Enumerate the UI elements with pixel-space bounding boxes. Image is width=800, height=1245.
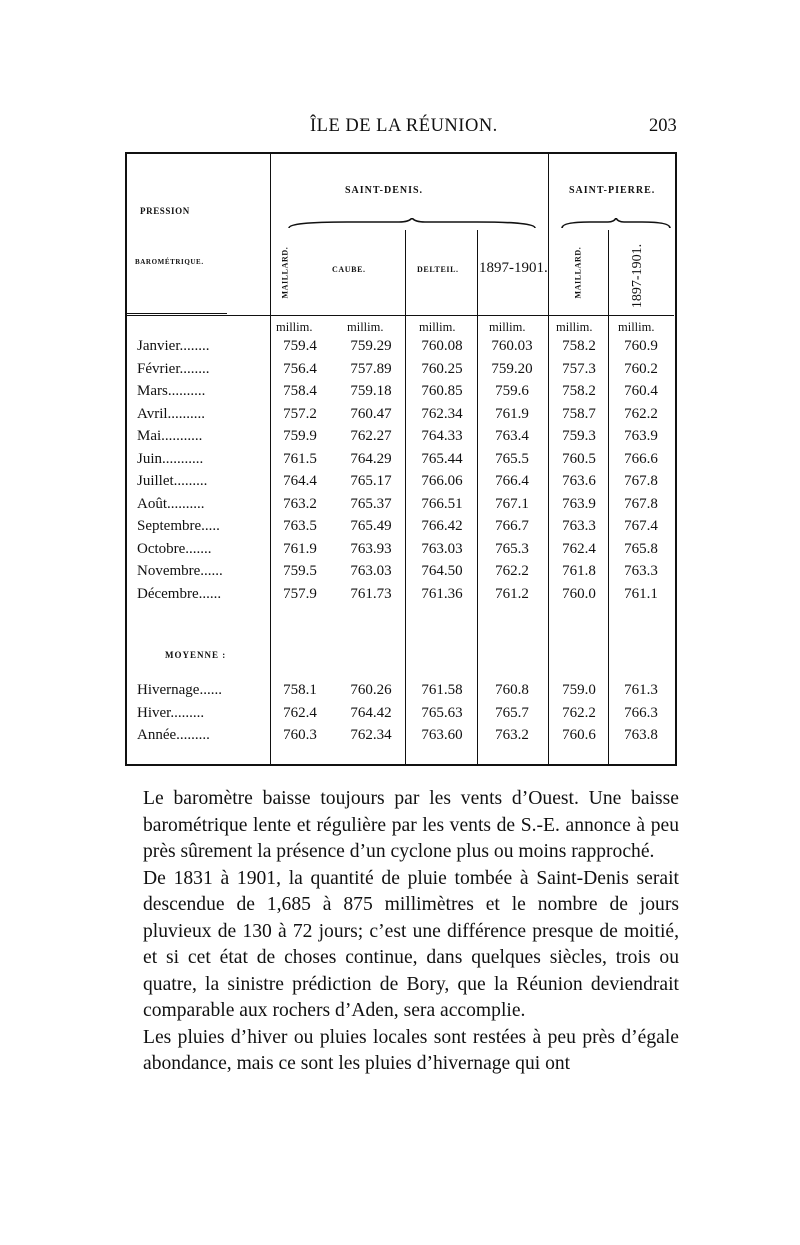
cell: 759.5 <box>283 563 317 579</box>
col-header-maillard-sd: MAILLARD. <box>280 246 290 299</box>
unit-col4: millim. <box>489 320 526 334</box>
cell: 761.9 <box>283 540 317 557</box>
row-header-line2: BAROMÉTRIQUE. <box>135 258 204 266</box>
row-label: Mars.......... <box>137 383 206 399</box>
paragraph: Le baromètre baisse toujours par les vents d’Ouest. Une baisse barométrique lente et régulière par les vents de S.-E. annonce à peu près sûrement la présence d’un cyclone plus ou moins rapproché. <box>143 788 679 862</box>
cell: 767.8 <box>624 495 658 512</box>
cell: 757.2 <box>283 405 317 422</box>
cell: 763.93 <box>350 540 392 557</box>
cell: 761.2 <box>495 585 529 602</box>
cell: 763.8 <box>624 727 658 743</box>
cell: 761.73 <box>350 585 392 602</box>
cell: 764.4 <box>283 473 317 489</box>
cell: 760.47 <box>350 405 392 422</box>
row-label: Juillet......... <box>137 473 208 489</box>
col-header-1897-sp: 1897-1901. <box>630 243 645 309</box>
cell: 760.5 <box>562 450 596 467</box>
cell: 760.0 <box>562 585 596 602</box>
cell: 762.2 <box>562 704 596 721</box>
cell: 761.8 <box>562 563 596 579</box>
cell: 765.17 <box>350 473 392 489</box>
cell: 763.03 <box>350 563 392 579</box>
cell: 762.2 <box>624 405 658 422</box>
cell: 766.42 <box>421 518 463 534</box>
cell: 760.6 <box>562 727 596 743</box>
unit-col6: millim. <box>618 320 655 334</box>
cell: 763.60 <box>421 727 463 743</box>
cell: 763.03 <box>421 540 463 557</box>
unit-col1: millim. <box>276 320 313 334</box>
cell: 765.44 <box>421 450 463 467</box>
cell: 760.03 <box>491 338 533 354</box>
cell: 767.4 <box>624 518 658 534</box>
row-label: Février........ <box>137 360 210 377</box>
cell: 760.2 <box>624 360 658 377</box>
cell: 760.9 <box>624 338 658 354</box>
cell: 761.5 <box>283 450 317 467</box>
unit-col2: millim. <box>347 320 384 334</box>
cell: 757.3 <box>562 360 596 377</box>
cell: 758.2 <box>562 338 596 354</box>
cell: 762.4 <box>283 704 317 721</box>
page-number: 203 <box>649 116 677 136</box>
cell: 766.3 <box>624 704 658 721</box>
cell: 766.51 <box>421 495 463 512</box>
col-header-delteil: DELTEIL. <box>417 265 459 274</box>
cell: 763.6 <box>562 473 596 489</box>
cell: 764.42 <box>350 704 392 721</box>
cell: 760.85 <box>421 383 463 399</box>
cell: 761.3 <box>624 682 658 698</box>
row-label: Août.......... <box>137 495 205 512</box>
group-saint-denis: SAINT-DENIS. <box>345 185 424 196</box>
cell: 767.1 <box>495 495 529 512</box>
row-label: Hivernage...... <box>137 682 222 698</box>
cell: 766.7 <box>495 518 529 534</box>
cell: 766.6 <box>624 450 658 467</box>
cell: 763.2 <box>283 495 317 512</box>
cell: 762.34 <box>421 405 463 422</box>
cell: 764.29 <box>350 450 392 467</box>
cell: 765.8 <box>624 540 658 557</box>
moyenne-label: MOYENNE : <box>165 650 227 660</box>
cell: 759.18 <box>350 383 392 399</box>
unit-col5: millim. <box>556 320 593 334</box>
paragraph: De 1831 à 1901, la quantité de pluie tombée à Saint-Denis serait descendue de 1,685 à 875 millimètres et le nombre de jours pluvieux de 130 à 72 jours; c’est une différence presque de moitié, et si cet état de choses continue, dans quelques siècles, trois ou quatre, la sinistre prédiction de Bory, que la Réunion deviendrait comparable aux rochers d’Aden, sera accomplie. <box>143 867 679 1021</box>
row-label: Année......... <box>137 727 210 743</box>
page-header <box>0 112 800 142</box>
running-title: ÎLE DE LA RÉUNION. <box>310 116 498 136</box>
body-text <box>143 786 679 1078</box>
cell: 761.1 <box>624 585 658 602</box>
col-header-caube: CAUBE. <box>332 265 366 274</box>
cell: 765.5 <box>495 450 529 467</box>
col-header-1897-sd: 1897-1901. <box>479 260 548 276</box>
cell: 758.1 <box>283 682 317 698</box>
row-label: Hiver......... <box>137 704 205 721</box>
cell: 762.34 <box>350 727 392 743</box>
cell: 766.06 <box>421 473 463 489</box>
cell: 760.8 <box>495 682 529 698</box>
row-label: Mai........... <box>137 428 203 444</box>
group-saint-pierre: SAINT-PIERRE. <box>569 185 656 196</box>
pressure-table <box>125 152 677 766</box>
cell: 762.27 <box>350 428 392 444</box>
cell: 764.50 <box>421 563 463 579</box>
cell: 757.89 <box>350 360 392 377</box>
col-header-maillard-sp: MAILLARD. <box>573 246 583 299</box>
cell: 766.4 <box>495 473 529 489</box>
cell: 762.4 <box>562 540 596 557</box>
cell: 765.49 <box>350 518 392 534</box>
paragraph: Les pluies d’hiver ou pluies locales sont restées à peu près d’égale abondance, mais ce sont les pluies d’hivernage qui ont <box>143 1026 679 1074</box>
cell: 759.6 <box>495 383 529 399</box>
row-label: Avril.......... <box>137 405 206 422</box>
cell: 758.2 <box>562 383 596 399</box>
cell: 767.8 <box>624 473 658 489</box>
cell: 763.4 <box>495 428 529 444</box>
cell: 760.26 <box>350 682 392 698</box>
cell: 758.4 <box>283 383 317 399</box>
cell: 765.63 <box>421 704 463 721</box>
brace-saint-denis <box>287 218 537 232</box>
cell: 759.0 <box>562 682 596 698</box>
cell: 760.4 <box>624 383 658 399</box>
cell: 765.3 <box>495 540 529 557</box>
cell: 761.36 <box>421 585 463 602</box>
cell: 760.08 <box>421 338 463 354</box>
cell: 763.9 <box>562 495 596 512</box>
cell: 756.4 <box>283 360 317 377</box>
cell: 764.33 <box>421 428 463 444</box>
cell: 760.3 <box>283 727 317 743</box>
row-label: Décembre...... <box>137 585 222 602</box>
row-label: Septembre..... <box>137 518 220 534</box>
cell: 763.2 <box>495 727 529 743</box>
row-label: Novembre...... <box>137 563 223 579</box>
cell: 763.9 <box>624 428 658 444</box>
brace-saint-pierre <box>560 218 672 232</box>
cell: 762.2 <box>495 563 529 579</box>
header-rule-small <box>127 313 227 314</box>
cell: 757.9 <box>283 585 317 602</box>
cell: 759.3 <box>562 428 596 444</box>
cell: 761.9 <box>495 405 529 422</box>
unit-col3: millim. <box>419 320 456 334</box>
header-rule <box>127 315 674 316</box>
cell: 759.4 <box>283 338 317 354</box>
cell: 763.3 <box>624 563 658 579</box>
cell: 761.58 <box>421 682 463 698</box>
cell: 758.7 <box>562 405 596 422</box>
row-header-line1: PRESSION <box>140 206 190 216</box>
cell: 763.5 <box>283 518 317 534</box>
cell: 760.25 <box>421 360 463 377</box>
row-label: Octobre....... <box>137 540 212 557</box>
cell: 759.29 <box>350 338 392 354</box>
cell: 765.7 <box>495 704 529 721</box>
cell: 763.3 <box>562 518 596 534</box>
cell: 759.9 <box>283 428 317 444</box>
cell: 765.37 <box>350 495 392 512</box>
row-label: Janvier........ <box>137 338 210 354</box>
cell: 759.20 <box>491 360 533 377</box>
row-label: Juin........... <box>137 450 204 467</box>
